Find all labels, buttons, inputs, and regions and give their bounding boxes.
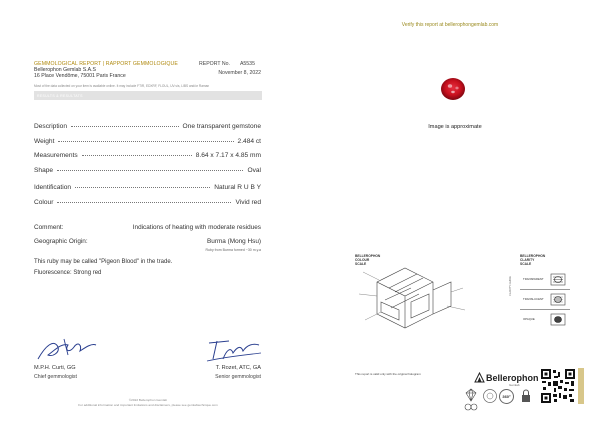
colour-value: Vivid red <box>235 199 261 206</box>
validity-note: This report is valid only with the original hologram <box>355 372 421 376</box>
clarity-side-label: CLARITY GUIDE <box>509 276 512 296</box>
origin-label: Geographic Origin: <box>34 238 88 245</box>
clarity-translucent-label: TRANSLUCENT <box>523 297 544 301</box>
report-number: A5535 <box>239 61 255 67</box>
left-signer-role: Chief gemmologist <box>34 374 77 380</box>
clarity-scale <box>520 270 570 330</box>
identification-label: Identification <box>34 184 72 191</box>
right-signer-role: Senior gemmologist <box>215 374 261 380</box>
comment-label: Comment: <box>34 224 64 231</box>
clarity-row-opaque <box>520 310 570 329</box>
fluorescence-note: Fluorescence: Strong red <box>34 270 102 276</box>
verify-link[interactable]: Verify this report at bellerophongemlab.com <box>401 22 499 28</box>
clarity-scale-line1: BELLEROPHON <box>520 254 546 258</box>
bellerophon-logo-icon <box>474 372 485 383</box>
left-signer-name: M.P.H. Curti, GG <box>34 365 76 371</box>
clarity-scale-line3: SCALE <box>520 262 532 266</box>
field-weight <box>34 138 261 145</box>
clarity-translucent-icon <box>550 293 566 306</box>
image-caption: Image is approximate <box>428 124 482 130</box>
clarity-scale-line2: CLARITY <box>520 258 535 262</box>
badge-360: 360° <box>499 389 514 404</box>
field-shape <box>34 167 261 174</box>
leader-dots <box>57 170 243 171</box>
origin-value: Burma (Mong Hsu) <box>207 238 261 245</box>
field-description <box>34 123 261 130</box>
origin-note: Ruby from Burma formed ~30 m.y.a <box>205 248 261 252</box>
report-date: November 8, 2022 <box>218 70 261 76</box>
colour-label: Colour <box>34 199 54 206</box>
weight-value: 2.484 ct <box>237 138 261 145</box>
company-name: Bellerophon Gemlab S.A.S <box>34 67 96 73</box>
measurements-value: 8.64 x 7.17 x 4.85 mm <box>195 152 261 159</box>
leader-dots <box>82 155 192 156</box>
clarity-opaque-icon <box>550 313 566 326</box>
field-identification <box>34 184 261 191</box>
clarity-scale-label <box>520 254 545 266</box>
clarity-row-translucent <box>520 290 570 310</box>
left-signature <box>34 335 100 365</box>
footer-disclaimer: For additional information and important limitations and disclaimers, please see gemlabtechnique.com <box>78 402 218 407</box>
right-signer-name: T. Rozet, ATC, GA <box>215 365 261 371</box>
description-value: One transparent gemstone <box>182 123 261 130</box>
leader-dots <box>75 187 210 188</box>
gem-facet-icon <box>464 388 478 402</box>
brand-sub: Gemlab <box>509 383 520 387</box>
comment-value: Indications of heating with moderate residues <box>132 224 261 231</box>
footer-copyright: ©2022 Bellerophon Gemlab <box>128 398 168 402</box>
company-address: 16 Place Vendôme, 75001 Paris France <box>34 73 126 79</box>
right-signature <box>205 335 265 365</box>
field-measurements <box>34 152 261 159</box>
gem-image <box>438 75 468 103</box>
clarity-opaque-label: OPAQUE <box>523 317 535 321</box>
brand-name: Bellerophon <box>486 373 539 383</box>
qr-code[interactable] <box>540 368 576 404</box>
gem-cluster-icon <box>464 402 478 412</box>
pigeon-blood-note: This ruby may be called "Pigeon Blood" in the trade. <box>34 259 173 265</box>
section-bar-label: RESULTS & RESULTATS <box>37 93 83 98</box>
colour-scale-line1: BELLEROPHON <box>355 254 381 258</box>
lock-icon <box>520 388 532 404</box>
field-colour <box>34 199 261 206</box>
footer <box>34 398 262 407</box>
leader-dots <box>71 126 179 127</box>
report-number-label: REPORT No. <box>199 61 230 67</box>
clarity-transparent-icon <box>550 273 566 286</box>
clarity-transparent-label: TRANSPARENT <box>523 277 544 281</box>
section-bar <box>34 91 262 100</box>
clarity-row-transparent <box>520 270 570 290</box>
shape-value: Oval <box>247 167 261 174</box>
report-number-block <box>199 61 255 67</box>
report-title: GEMMOLOGICAL REPORT | RAPPORT GEMMOLOGIQUE <box>34 61 178 67</box>
hologram-strip <box>578 368 584 404</box>
description-label: Description <box>34 123 67 130</box>
colour-scale-diagram <box>355 262 475 337</box>
leader-dots <box>57 202 231 203</box>
weight-label: Weight <box>34 138 55 145</box>
leader-dots <box>58 141 233 142</box>
measurements-label: Measurements <box>34 152 78 159</box>
colour-scale-line3: SCALE <box>355 262 367 266</box>
fine-print: Most of the data collected on your item is available online. It may include FTIR, EDXRF, FLOUL, UV-vis, LIBS and/or Raman <box>34 84 210 88</box>
shape-label: Shape <box>34 167 54 174</box>
circle-badge-icon <box>482 388 498 404</box>
identification-value: Natural R U B Y <box>214 184 261 191</box>
colour-scale-line2: COLOUR <box>355 258 370 262</box>
